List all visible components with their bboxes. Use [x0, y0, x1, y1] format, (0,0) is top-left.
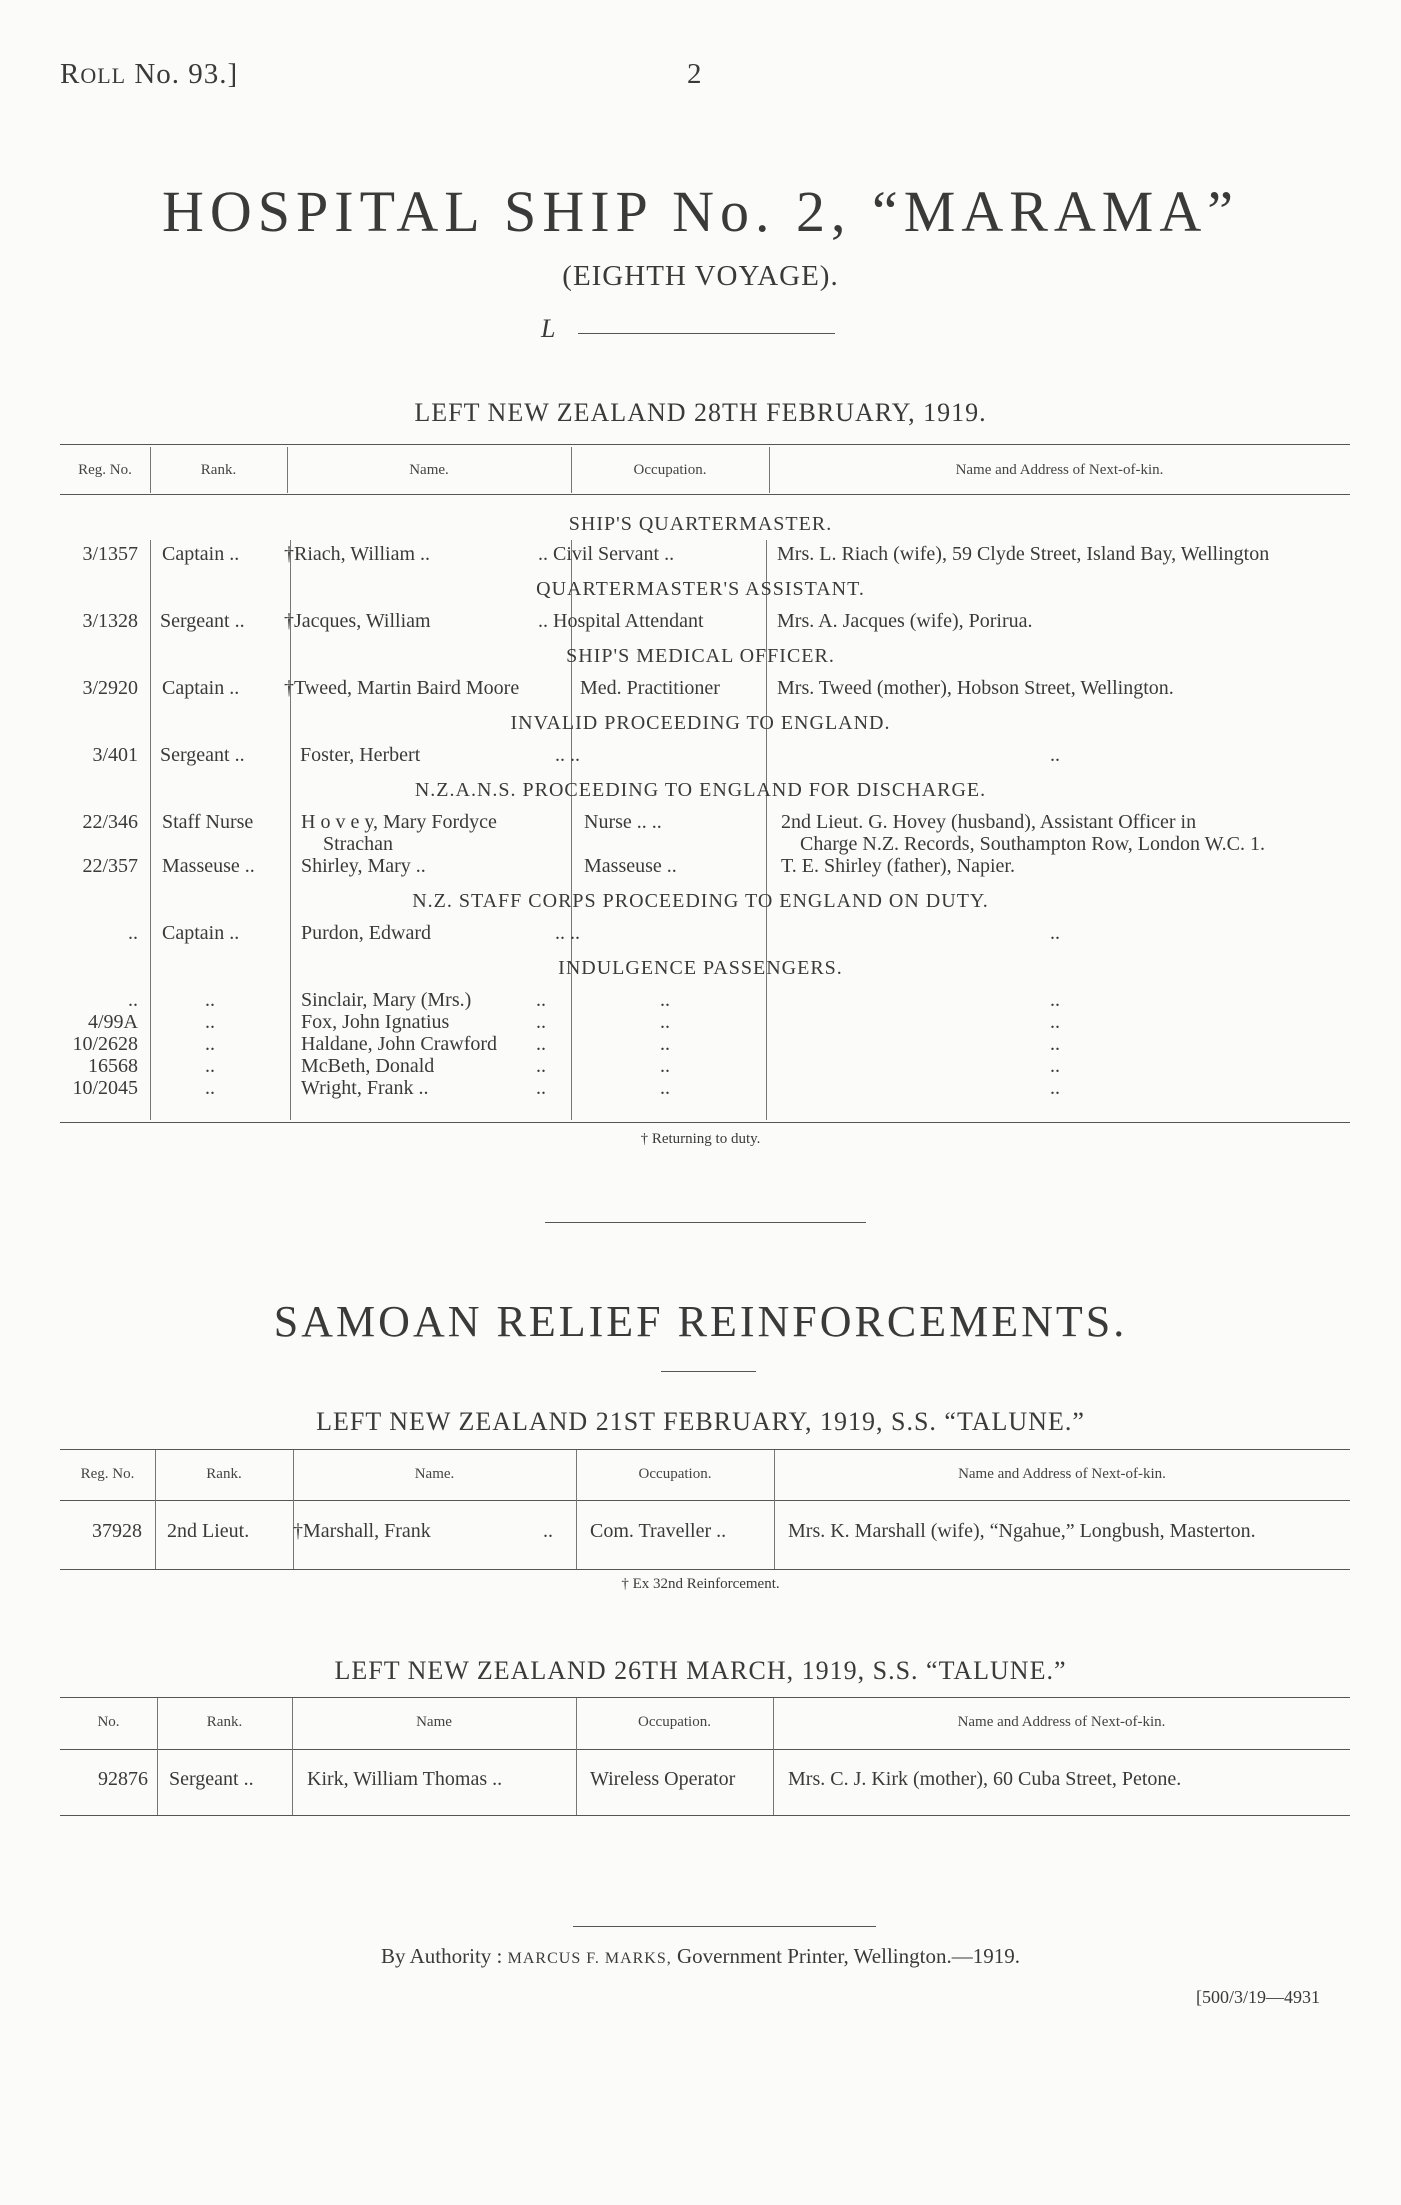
reg-no: 92876 [98, 1768, 148, 1790]
col-next-of-kin: Name and Address of Next-of-kin. [957, 1714, 1166, 1730]
col-occupation: Occupation. [638, 1466, 712, 1482]
footnote: † Ex 32nd Reinforcement. [621, 1576, 780, 1592]
reg-no: 22/357 [82, 855, 138, 877]
reg-no: 3/2920 [82, 677, 138, 699]
next-of-kin: Mrs. C. J. Kirk (mother), 60 Cuba Street, Petone. [788, 1768, 1182, 1790]
occupation: Com. Traveller .. [590, 1520, 727, 1542]
section-heading: N.Z. STAFF CORPS PROCEEDING TO ENGLAND ON DUTY. [412, 890, 989, 912]
next-of-kin: Mrs. L. Riach (wife), 59 Clyde Street, Island Bay, Wellington [777, 543, 1270, 565]
next-of-kin: .. [1050, 922, 1060, 944]
reg-no: 4/99A [88, 1011, 138, 1033]
name: H o v e y, Mary Fordyce [301, 811, 497, 833]
name: †Tweed, Martin Baird Moore [284, 677, 520, 699]
next-of-kin: 2nd Lieut. G. Hovey (husband), Assistant Officer in [781, 811, 1197, 833]
col-name: Name [416, 1714, 452, 1730]
page-number: 2 [687, 58, 702, 90]
reg-no: 3/1328 [82, 610, 138, 632]
samoan-title: SAMOAN RELIEF REINFORCEMENTS. [273, 1297, 1128, 1346]
print-reference: [500/3/19—4931 [1196, 1987, 1320, 2007]
imprint: By Authority : MARCUS F. MARKS, Government Printer, Wellington.—1919. [381, 1944, 1020, 1968]
name: Fox, John Ignatius [301, 1011, 450, 1033]
rank: .. [205, 1011, 215, 1033]
col-name: Name. [414, 1466, 455, 1482]
col-reg: Reg. No. [80, 1466, 135, 1482]
rank: Staff Nurse [162, 811, 254, 833]
next-of-kin: T. E. Shirley (father), Napier. [781, 855, 1015, 877]
col-no: No. [97, 1714, 120, 1730]
rank: Sergeant .. [169, 1768, 254, 1790]
col-occupation: Occupation. [633, 462, 707, 478]
col-occupation: Occupation. [638, 1714, 711, 1730]
table-top-rule [60, 444, 1350, 445]
ship-title: HOSPITAL SHIP No. 2, “MARAMA” [162, 179, 1239, 244]
next-of-kin: Mrs. Tweed (mother), Hobson Street, Wellington. [777, 677, 1174, 699]
name-continued: Strachan [323, 833, 393, 855]
short-rule [661, 1371, 756, 1372]
footnote: † Returning to duty. [640, 1131, 761, 1147]
section-heading: INVALID PROCEEDING TO ENGLAND. [510, 712, 891, 734]
reg-no: 10/2045 [72, 1077, 138, 1099]
rank: Sergeant .. [160, 744, 245, 766]
occupation: .. .. [555, 744, 580, 766]
occupation: Med. Practitioner [580, 677, 720, 699]
next-of-kin-continued: Charge N.Z. Records, Southampton Row, London W.C. 1. [800, 833, 1265, 855]
name: McBeth, Donald [301, 1055, 435, 1077]
occupation: .. Hospital Attendant [538, 610, 704, 632]
rank: Captain .. [162, 677, 240, 699]
reg-no: .. [128, 989, 138, 1011]
reg-no: 16568 [88, 1055, 138, 1077]
table-header-rule [60, 494, 1350, 495]
ship-departure-line: LEFT NEW ZEALAND 28TH FEBRUARY, 1919. [414, 398, 987, 427]
section-heading: SHIP'S MEDICAL OFFICER. [566, 645, 835, 667]
departure-line-1: LEFT NEW ZEALAND 21ST FEBRUARY, 1919, S.S. “TALUNE.” [316, 1407, 1085, 1436]
roll-number: ROLL No. 93.] [60, 58, 239, 90]
short-rule [578, 333, 835, 334]
rank: 2nd Lieut. [167, 1520, 250, 1542]
section-heading: INDULGENCE PASSENGERS. [558, 957, 843, 979]
occupation: .. .. [555, 922, 580, 944]
handwritten-mark: L [541, 314, 556, 343]
rank: .. [205, 1077, 215, 1099]
name: Sinclair, Mary (Mrs.) [301, 989, 472, 1011]
next-of-kin: Mrs. K. Marshall (wife), “Ngahue,” Longbush, Masterton. [788, 1520, 1256, 1542]
col-next-of-kin: Name and Address of Next-of-kin. [958, 1466, 1166, 1482]
footer-rule [573, 1926, 876, 1927]
section-heading: QUARTERMASTER'S ASSISTANT. [536, 578, 865, 600]
occupation: Nurse .. .. [584, 811, 662, 833]
name: Purdon, Edward [301, 922, 431, 944]
rank: .. [205, 1055, 215, 1077]
section-separator [545, 1222, 866, 1223]
col-name: Name. [409, 462, 449, 478]
next-of-kin: .. [1050, 744, 1060, 766]
rank: .. [205, 989, 215, 1011]
col-rank: Rank. [200, 462, 237, 478]
ship-subtitle: (EIGHTH VOYAGE). [562, 260, 839, 292]
name: Foster, Herbert [300, 744, 421, 766]
reg-no: 22/346 [82, 811, 138, 833]
occupation: Wireless Operator [590, 1768, 736, 1790]
rank: Captain .. [162, 543, 240, 565]
col-reg: Reg. No. [78, 462, 132, 478]
section-heading: SHIP'S QUARTERMASTER. [568, 513, 833, 535]
name: Wright, Frank .. [301, 1077, 429, 1099]
name: †Riach, William .. [284, 543, 431, 565]
reg-no: 10/2628 [72, 1033, 138, 1055]
table-bottom-rule [60, 1122, 1350, 1123]
name: †Jacques, William [284, 610, 431, 632]
name: †Marshall, Frank [293, 1520, 431, 1542]
departure-line-2: LEFT NEW ZEALAND 26TH MARCH, 1919, S.S. “TALUNE.” [334, 1656, 1067, 1685]
rank: Captain .. [162, 922, 240, 944]
col-rank: Rank. [206, 1466, 242, 1482]
section-heading: N.Z.A.N.S. PROCEEDING TO ENGLAND FOR DISCHARGE. [414, 779, 987, 801]
col-rank: Rank. [206, 1714, 243, 1730]
name: Kirk, William Thomas .. [307, 1768, 503, 1790]
rank: Masseuse .. [162, 855, 255, 877]
rank: Sergeant .. [160, 610, 245, 632]
occupation: Masseuse .. [584, 855, 677, 877]
name: Shirley, Mary .. [301, 855, 426, 877]
reg-no: 3/401 [92, 744, 138, 766]
reg-no: 37928 [92, 1520, 142, 1542]
col-next-of-kin: Name and Address of Next-of-kin. [955, 462, 1164, 478]
reg-no: 3/1357 [82, 543, 138, 565]
occupation: .. Civil Servant .. [538, 543, 675, 565]
name: Haldane, John Crawford [301, 1033, 498, 1055]
rank: .. [205, 1033, 215, 1055]
next-of-kin: Mrs. A. Jacques (wife), Porirua. [777, 610, 1033, 632]
reg-no: .. [128, 922, 138, 944]
